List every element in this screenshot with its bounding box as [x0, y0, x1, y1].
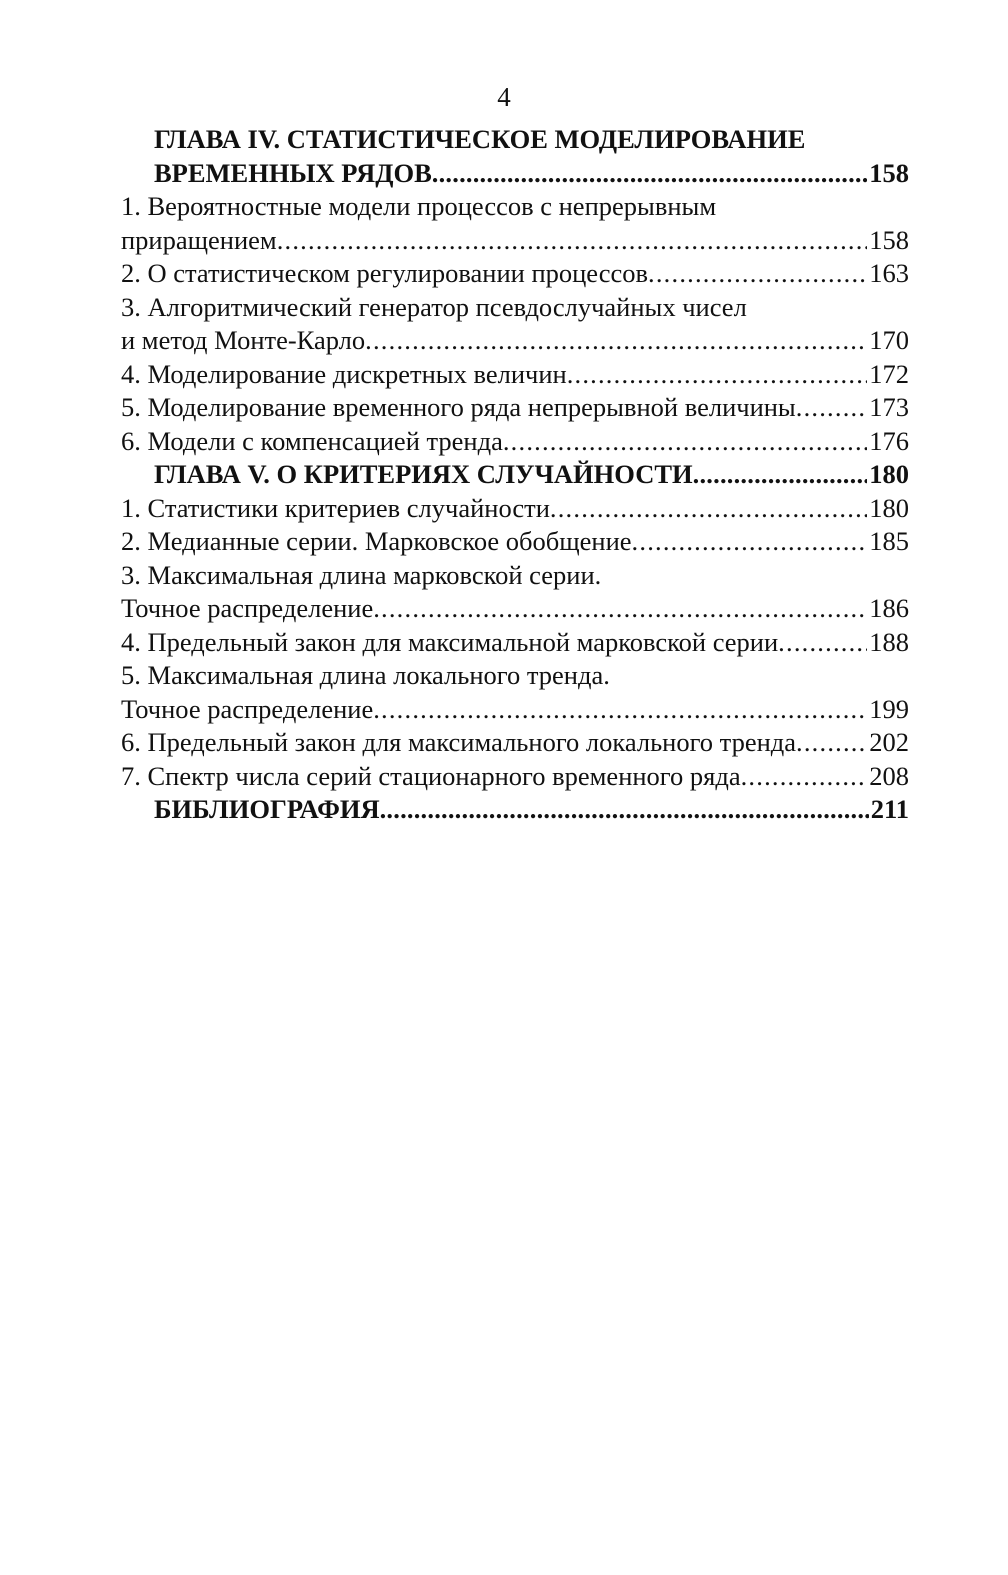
toc-entry-page: 186 [869, 593, 909, 623]
toc-entry-label: 1. Статистики критериев случайности [121, 492, 550, 523]
dot-leader [648, 257, 867, 291]
toc-entry-row [121, 592, 909, 626]
dot-leader [503, 425, 867, 459]
toc-entry-page: 208 [869, 760, 909, 791]
toc-section-entry [121, 257, 909, 291]
toc-entry-row [121, 525, 909, 559]
toc-entry-page: 163 [869, 258, 909, 288]
toc-entry-title-line: 5. Максимальная длина локального тренда. [121, 660, 610, 690]
dot-leader [432, 157, 867, 191]
dot-leader [365, 324, 867, 358]
toc-entry-row [121, 224, 909, 258]
toc-section-entry [121, 726, 909, 760]
toc-entry-row [154, 157, 909, 191]
toc-entry-title-line: 3. Алгоритмический генератор псевдослучайных чисел [121, 291, 747, 322]
toc-entry-page: 158 [869, 224, 909, 255]
toc-entry-page: 176 [869, 425, 909, 456]
dot-leader [741, 760, 868, 794]
toc-entry-label: 2. Медианные серии. Марковское обобщение [121, 526, 632, 556]
toc-entry-page: 173 [869, 392, 909, 422]
toc-section-entry [121, 760, 909, 794]
toc-entry-row [154, 458, 909, 492]
toc-entry-label: и метод Монте-Карло [121, 325, 366, 355]
dot-leader [373, 693, 867, 727]
dot-leader [373, 592, 867, 626]
toc-entry-title-line: ГЛАВА IV. СТАТИСТИЧЕСКОЕ МОДЕЛИРОВАНИЕ [154, 124, 806, 154]
toc-entry-page: 180 [869, 492, 909, 523]
toc-entry-row [121, 425, 909, 459]
dot-leader [778, 626, 867, 660]
toc-entry-row [121, 257, 909, 291]
toc-entry-label: 7. Спектр числа серий стационарного временного ряда [121, 760, 741, 791]
toc-entry-row [121, 626, 909, 660]
toc-entry-page: 199 [869, 693, 909, 724]
toc-entry-page: 185 [869, 526, 909, 556]
dot-leader [550, 492, 867, 526]
toc-entry-page: 158 [869, 157, 909, 188]
toc-entry-row [121, 324, 909, 358]
toc-section-entry [121, 492, 909, 526]
toc-entry-title-line: 1. Вероятностные модели процессов с непрерывным [121, 191, 717, 221]
toc-entry-label: БИБЛИОГРАФИЯ [154, 794, 380, 824]
toc-entry-label: 4. Предельный закон для максимальной марковской серии [121, 626, 779, 657]
toc-section-entry [121, 391, 909, 425]
dot-leader [796, 726, 867, 760]
toc-chapter-entry [121, 458, 909, 492]
page-number: 4 [497, 82, 511, 112]
dot-leader [796, 391, 868, 425]
toc-section-entry [121, 190, 909, 257]
toc-entry-row [121, 726, 909, 760]
toc-entry-row [121, 492, 909, 526]
dot-leader [380, 793, 869, 827]
toc-entry-page: 188 [869, 626, 909, 657]
toc-entry-label: приращением [121, 224, 277, 255]
toc-section-entry [121, 358, 909, 392]
toc-chapter-entry [121, 793, 909, 827]
toc-entry-label: 4. Моделирование дискретных величин [121, 358, 567, 389]
toc-section-entry [121, 626, 909, 660]
toc-entry-row [121, 391, 909, 425]
toc-section-entry [121, 291, 909, 358]
toc-section-entry [121, 425, 909, 459]
toc-entry-row [154, 793, 909, 827]
toc-entry-label: 6. Предельный закон для максимального локального тренда [121, 727, 797, 757]
toc-entry-label: ВРЕМЕННЫХ РЯДОВ [154, 157, 432, 188]
toc-entry-title-line: 3. Максимальная длина марковской серии. [121, 559, 602, 590]
toc-entry-row [121, 693, 909, 727]
toc-section-entry [121, 559, 909, 626]
toc-chapter-entry [121, 123, 909, 190]
toc-entry-label: Точное распределение [121, 593, 374, 623]
table-of-contents [121, 123, 909, 827]
toc-entry-page: 172 [869, 358, 909, 389]
toc-entry-page: 180 [869, 459, 909, 489]
toc-entry-page: 211 [870, 794, 909, 824]
toc-entry-row [121, 358, 909, 392]
toc-entry-label: Точное распределение [121, 693, 374, 724]
toc-entry-label: 2. О статистическом регулировании процессов [121, 258, 649, 288]
toc-entry-page: 170 [869, 325, 909, 355]
dot-leader [567, 358, 868, 392]
toc-entry-label: 5. Моделирование временного ряда непрерывной величины [121, 392, 796, 422]
dot-leader [693, 458, 868, 492]
toc-section-entry [121, 525, 909, 559]
toc-entry-label: ГЛАВА V. О КРИТЕРИЯХ СЛУЧАЙНОСТИ [154, 459, 693, 489]
toc-entry-page: 202 [869, 727, 909, 757]
toc-section-entry [121, 659, 909, 726]
dot-leader [632, 525, 868, 559]
dot-leader [277, 224, 868, 258]
toc-entry-label: 6. Модели с компенсацией тренда [121, 425, 503, 456]
toc-entry-row [121, 760, 909, 794]
